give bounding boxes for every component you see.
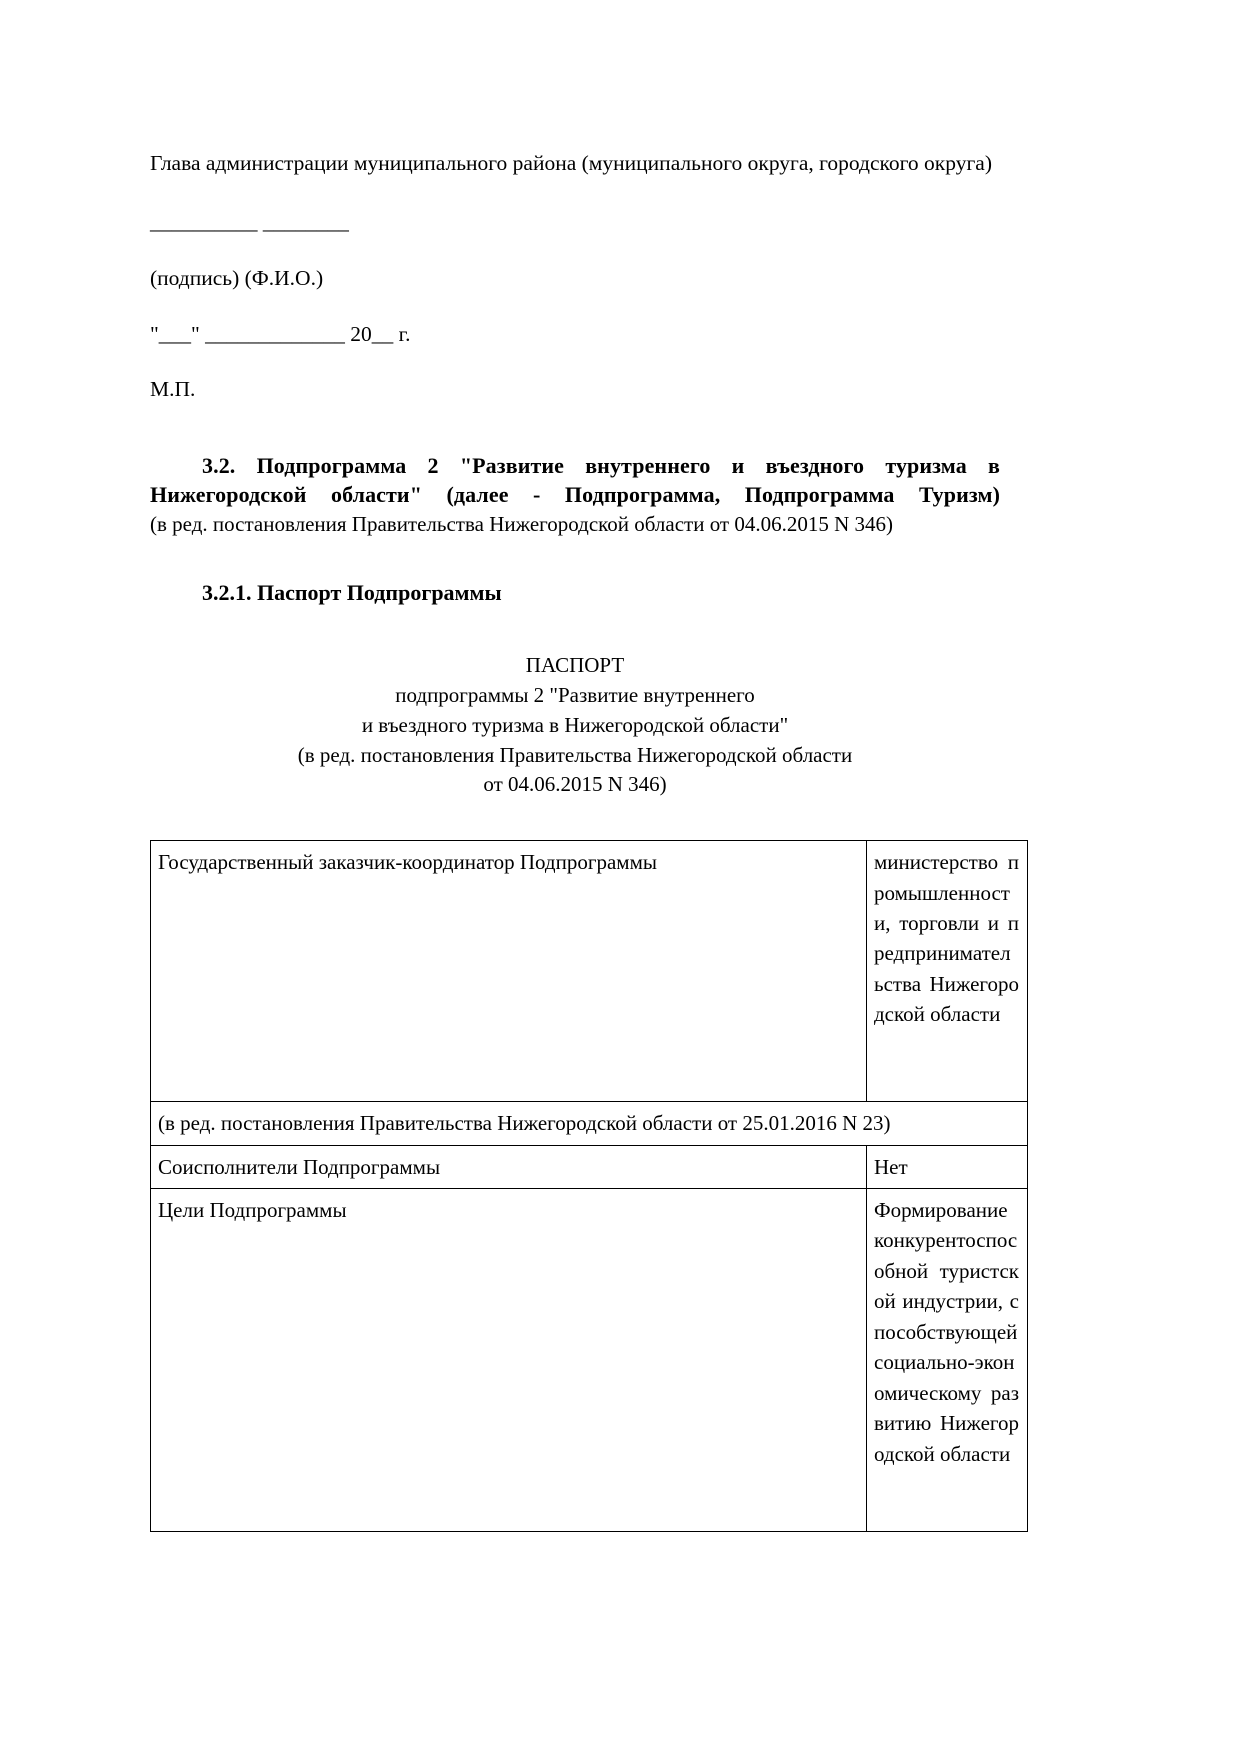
official-title: Глава администрации муниципального района (муниципального округа, городского округа) bbox=[150, 151, 992, 175]
table-row bbox=[151, 1189, 1028, 1532]
table-row bbox=[151, 841, 1028, 1102]
seal-mark: М.П. bbox=[150, 377, 196, 402]
table-cell-label: Государственный заказчик-координатор Подпрограммы bbox=[151, 841, 867, 1102]
section-heading bbox=[150, 451, 1000, 509]
passport-caption-line-4: от 04.06.2015 N 346) bbox=[483, 772, 667, 797]
passport-caption-line-2: и въездного туризма в Нижегородской области" bbox=[361, 712, 789, 737]
section-heading-line-2: Нижегородской области" (далее - Подпрограмма, Подпрограмма Туризм) bbox=[150, 482, 1000, 508]
section-edition-note: (в ред. постановления Правительства Нижегородской области от 04.06.2015 N 346) bbox=[150, 512, 894, 537]
passport-caption-line-3: (в ред. постановления Правительства Нижегородской области bbox=[297, 742, 853, 767]
passport-table bbox=[150, 840, 1028, 1532]
passport-caption-line-0: ПАСПОРТ bbox=[525, 653, 625, 678]
signature-rule-line: __________ ________ bbox=[150, 209, 349, 234]
passport-heading: 3.2.1. Паспорт Подпрограммы bbox=[202, 579, 502, 605]
signature-caption: (подпись) (Ф.И.О.) bbox=[150, 265, 324, 290]
table-cell-label: Цели Подпрограммы bbox=[151, 1189, 867, 1532]
date-line: "___" _____________ 20__ г. bbox=[150, 322, 411, 347]
section-heading-line-1: 3.2. Подпрограмма 2 "Развитие внутреннего и въездного туризма в bbox=[202, 453, 1000, 479]
table-row bbox=[151, 1145, 1028, 1188]
section-heading-block bbox=[150, 451, 1000, 538]
table-cell-value: министерство промышленности, торговли и предпринимательства Нижегородской области bbox=[867, 841, 1028, 1102]
table-cell-label: Соисполнители Подпрограммы bbox=[151, 1145, 867, 1188]
table-cell-edition-note: (в ред. постановления Правительства Нижегородской области от 25.01.2016 N 23) bbox=[151, 1102, 1028, 1145]
document-body bbox=[150, 150, 1019, 1532]
table-cell-value: Формирование конкурентоспособной туристской индустрии, способствующей социально-экономическому развитию Нижегородской области bbox=[867, 1189, 1028, 1532]
passport-caption-line-1: подпрограммы 2 "Развитие внутреннего bbox=[395, 682, 755, 707]
table-cell-value: Нет bbox=[867, 1145, 1028, 1188]
signature-block bbox=[150, 150, 1000, 403]
passport-caption bbox=[150, 651, 1000, 800]
table-row bbox=[151, 1102, 1028, 1145]
